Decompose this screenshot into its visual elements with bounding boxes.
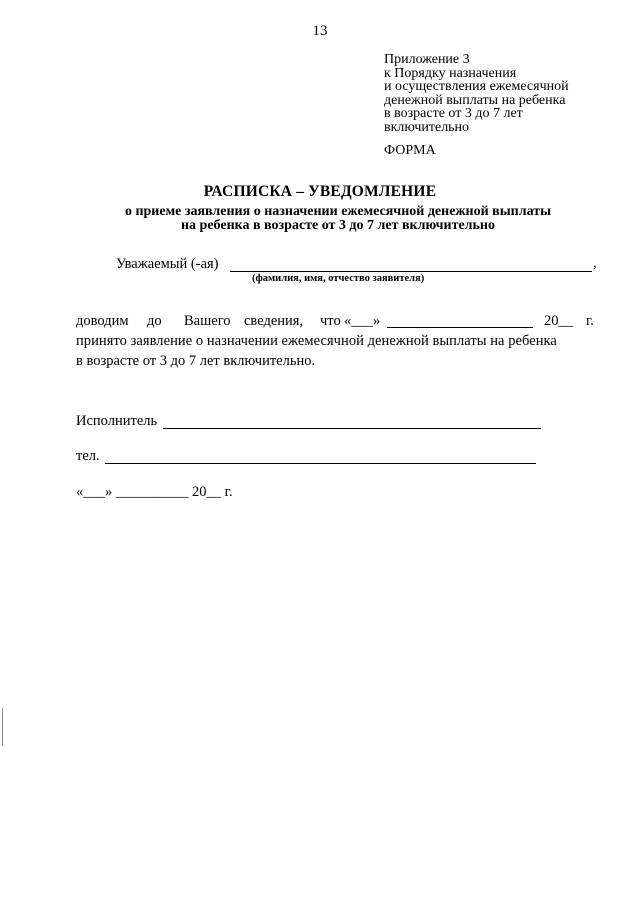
notice-paragraph (76, 311, 596, 371)
scan-margin-mark (2, 708, 3, 746)
executor-fill-line[interactable] (163, 428, 541, 429)
addressee-fill-line[interactable] (230, 271, 592, 272)
year-suffix: г. (586, 313, 594, 329)
notice-line-1 (76, 311, 596, 331)
notice-word: сведения, (244, 313, 304, 329)
subtitle-line-2: на ребенка в возрасте от 3 до 7 лет включительно (180, 218, 495, 233)
appendix-line: и осуществления ежемесячной (384, 79, 569, 94)
phone-label: тел. (76, 448, 100, 464)
signature-date[interactable]: «___» __________ 20__ г. (76, 484, 233, 500)
addressee-comma: , (593, 255, 597, 271)
notice-word: до (147, 313, 162, 329)
date-month-field[interactable] (387, 313, 533, 328)
appendix-line: к Порядку назначения (384, 65, 517, 81)
page-number: 13 (312, 23, 328, 39)
addressee-hint: (фамилия, имя, отчество заявителя) (252, 273, 425, 284)
phone-fill-line[interactable] (105, 463, 536, 464)
date-year-field[interactable]: 20__ (544, 313, 573, 329)
notice-line-3: в возрасте от 3 до 7 лет включительно. (76, 353, 316, 369)
document-subtitle (0, 205, 640, 233)
notice-word: что (320, 313, 341, 329)
appendix-line: включительно (384, 119, 470, 135)
notice-word: доводим (76, 313, 129, 329)
executor-label: Исполнитель (76, 413, 158, 429)
subtitle-line-1: о приеме заявления о назначении ежемесячной денежной выплаты (124, 204, 552, 219)
notice-word: Вашего (184, 313, 231, 329)
addressee-label: Уважаемый (-ая) (116, 256, 219, 272)
form-label: ФОРМА (384, 143, 436, 158)
appendix-line: в возрасте от 3 до 7 лет (384, 106, 523, 121)
appendix-line: денежной выплаты на ребенка (384, 92, 566, 108)
notice-line-2: принято заявление о назначении ежемесячной денежной выплаты на ребенка (76, 333, 557, 349)
appendix-block (384, 53, 569, 134)
document-title: РАСПИСКА – УВЕДОМЛЕНИЕ (203, 183, 437, 200)
appendix-line: Приложение 3 (384, 52, 470, 67)
date-day-field[interactable]: «___» (344, 313, 381, 329)
